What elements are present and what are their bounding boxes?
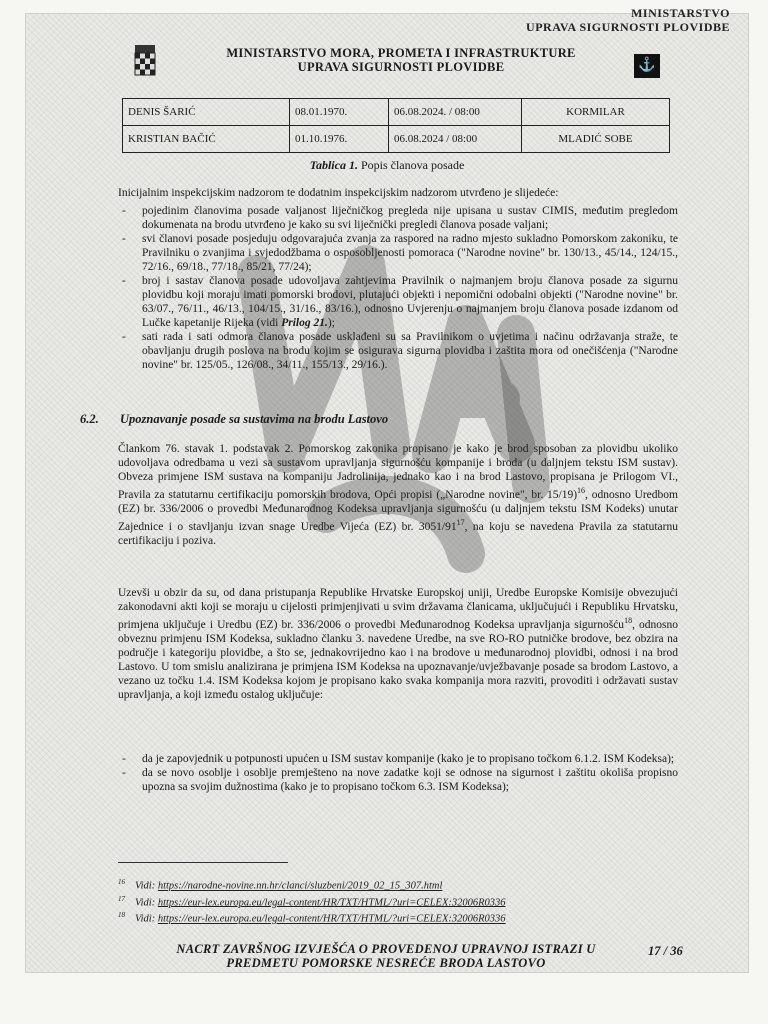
footnote [118,909,678,926]
footnote-number: 16 [118,878,125,886]
crew-role: MLADIĆ SOBE [522,126,670,153]
footnotes [118,876,678,926]
para-text: Uzevši u obzir da su, od dana pristupanja Republike Hrvatske Europskoj uniji, Uredbe Europske Komisije obvezujući zakonodavni akti koji se moraju u cijelosti primjenjivati u svim državama članicama, uključujući i Republiku Hrvatsku, primjena uključuje i Uredbu (EZ) br. 336/2006 o provedbi Međunarodnog Kodeksa upravljanja sigurnošću [118,587,678,631]
footnote [118,876,678,893]
page-number: 17 / 36 [648,944,683,958]
finding-end: ); [327,317,335,329]
footnote-ref: 18 [624,616,633,625]
table-caption [26,158,748,173]
document-page [26,6,748,972]
footnote-label: Vidi: [135,880,158,892]
ministry-name: MINISTARSTVO MORA, PROMETA I INFRASTRUKTURE [226,46,576,60]
page-footer [156,942,616,970]
document-header [166,46,636,74]
crew-dob: 01.10.1976. [290,126,389,153]
bleed-through-header [526,6,730,34]
section-title: Upoznavanje posade sa sustavima na brodu Lastovo [120,412,389,426]
footer-line-1: NACRT ZAVRŠNOG IZVJEŠĆA O PROVEDENOJ UPRAVNOJ ISTRAZI U [176,942,596,956]
list-item: - da je zapovjednik u potpunosti upućen u ISM sustav kompanije (kako je to propisano točkom 6.1.2. ISM Kodeksa); [118,752,678,766]
footer-line-2: PREDMETU POMORSKE NESREĆE BRODA LASTOVO [226,956,546,970]
caption-text: Popis članova posade [357,158,465,172]
section-number: 6.2. [80,412,99,426]
list-item: - pojedinim članovima posade valjanost liječničkog pregleda nije upisana u sustav CIMIS, međutim pregledom dokumenata na brodu utvrđeno je kako su svi liječnički pregledi članova posade valjani; [118,204,678,232]
footnote-link[interactable]: https://eur-lex.europa.eu/legal-content/HR/TXT/HTML/?uri=CELEX:32006R0336 [157,913,506,925]
list-item: - svi članovi posade posjeduju odgovarajuća zvanja za raspored na radno mjesto sukladno Pomorskom zakoniku, te Pravilniku o zvanjima i svjedodžbama o osposobljenosti pomoraca ("Narodne novine" br. 130/13., 45/14., 124/15., 72/16., 69/18., 77/18., 85/21, 77/24); [118,232,678,274]
bleed-line-2: UPRAVA SIGURNOSTI PLOVIDBE [526,20,730,34]
footnote-divider [118,862,288,863]
footnote-link[interactable]: https://eur-lex.europa.eu/legal-content/HR/TXT/HTML/?uri=CELEX:32006R0336 [157,897,506,908]
ism-requirements-list [118,752,678,794]
crew-role: KORMILAR [522,99,670,126]
list-item: - sati rada i sati odmora članova posade usklađeni su sa Pravilnikom o uvjetima i načinu održavanja straže, te obavljanju drugih poslova na brodu kojim se osigurava sigurna plovidba i zaštita mora od onečišćenja ("Narodne novine" br. 125/05., 126/08., 34/11., 155/13., 29/16.). [118,330,678,372]
footnote-number: 18 [118,911,125,919]
footnote-label: Vidi: [135,897,158,908]
authority-name: UPRAVA SIGURNOSTI PLOVIDBE [297,60,505,74]
annex-reference: Prilog 21. [281,317,328,329]
paragraph-ism-obligation [118,442,678,548]
intro-paragraph: Inicijalnim inspekcijskim nadzorom te dodatnim inspekcijskim nadzorom utvrđeno je slijedeće: [118,187,559,199]
crew-embarked: 06.08.2024 / 08:00 [389,126,522,153]
anchor-logo-icon: ⚓ [634,54,660,78]
footnote-ref: 17 [456,517,465,527]
footnote [118,893,678,910]
footnote-ref: 16 [577,486,586,495]
para-text: , odnosno obveznu primjenu ISM Kodeksa, sukladno članku 3. navedene Uredbe, na sve RO-RO putničke brodove, bez obzira na područje i kategoriju plovidbe, a što se, jednakovrijedno kao i na brodove u međunarodnoj plovidbi, odnosi i na brod Lastovo. U tom smislu analizirana je primjena ISM Kodeksa na upoznavanje/uvježbavanje posade sa brodom Lastovo, a vezano uz točku 1.4. ISM Kodeksa kojom je propisano kako svaka kompanija mora razviti, provoditi i održavati sustav upravljanja, a koji između ostalog uključuje: [118,618,678,701]
table-row [123,126,670,153]
crew-dob: 08.01.1970. [290,99,389,126]
finding-text: broj i sastav članova posade udovoljava zahtjevima Pravilnik o najmanjem broju članova posade za sigurnu plovidbu koji moraju imati pomorski brodovi, plutajući objekti i nepomični odobalni objekti ("Narodne novine" br. 63/07., 76/11., 46/13., 104/15., 31/16., 83/16.), odnosno Uvjerenju o najmanjem broju članova posade izdanom od Lučke kapetanije Rijeka (vidi [142,275,678,329]
crew-table [122,98,670,153]
para-text: , odnosno Uredbom (EZ) br. 336/2006 o provedbi Međunarodnog Kodeksa upravljanja sigurnošću (u daljnjem tekstu ISM Kodeks) unutar Zajednice i o stavljanju izvan snage Uredbe Vijeća (EZ) br. 3051/91 [118,488,678,533]
caption-label: Tablica 1. [309,158,358,172]
crew-embarked: 06.08.2024. / 08:00 [389,99,522,126]
para-text: , na koju se navedena Pravila za statutarnu certifikaciju i poziva. [118,520,678,547]
list-item: - da se novo osoblje i osoblje premješteno na nove zadatke koji se odnose na sigurnost i zaštitu okoliša propisno upozna sa svojim dužnostima (kako je to propisano točkom 6.3. ISM Kodeksa); [118,766,678,794]
para-text: Člankom 76. stavak 1. podstavak 2. Pomorskog zakonika propisano je kako je brod sposoban za plovidbu ukoliko udovoljava odredbama u vezi sa sustavom upravljanja sigurnošću kompanije i broda (u daljnjem tekstu ISM sustav). Obveza primjene ISM sustava na kompaniju Jadrolinija, jednako kao i na brod Lastovo, propisana je Prilogom VI., Pravila za statutarnu certifikaciju pomorskih brodova, Opći propisi („Narodne novine", br. 15/19) [118,443,678,501]
croatian-coat-of-arms-icon [134,44,156,78]
table-row [123,99,670,126]
list-item [118,274,678,330]
crew-name: KRISTIAN BAČIĆ [123,126,290,153]
footnote-label: Vidi: [135,913,158,925]
bleed-line-1: MINISTARSTVO [631,6,730,20]
paragraph-ism-application [118,586,678,702]
crew-name: DENIS ŠARIĆ [123,99,290,126]
footnote-link[interactable]: https://narodne-novine.nn.hr/clanci/sluzbeni/2019_02_15_307.html [157,880,443,892]
findings-list [118,204,678,372]
section-heading [80,412,388,427]
footnote-number: 17 [118,894,125,903]
